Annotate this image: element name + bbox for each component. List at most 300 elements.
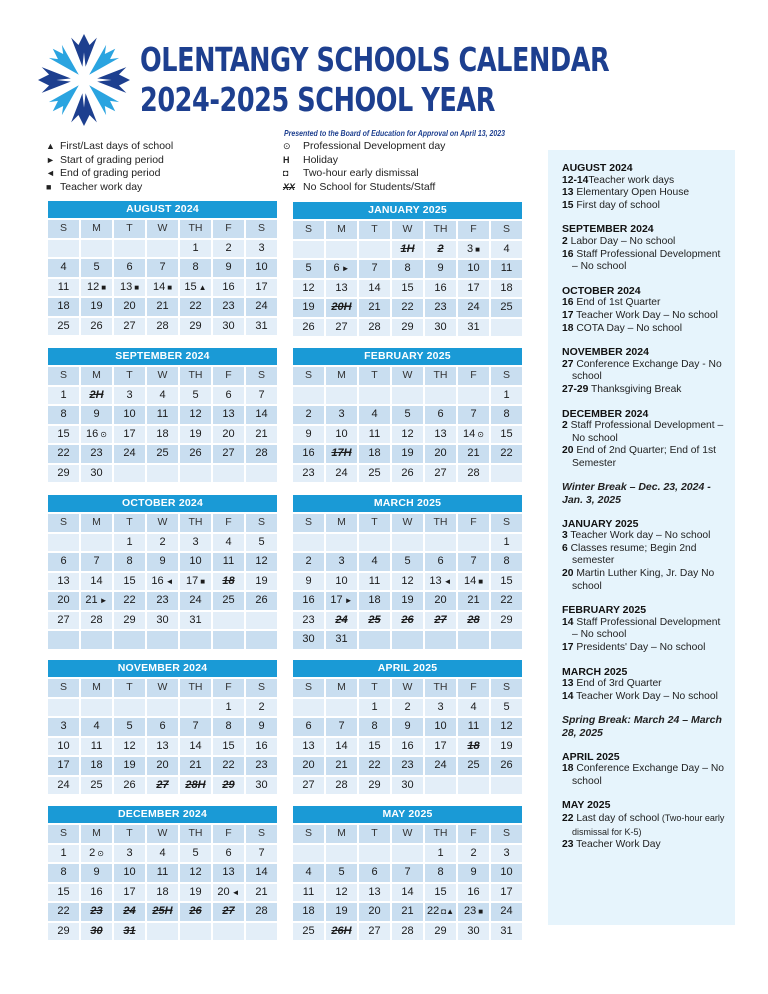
legend-item (283, 154, 445, 168)
empty-cell (425, 631, 456, 649)
weekday-header: S (293, 367, 324, 385)
weekday-header: T (359, 825, 390, 843)
day-cell (458, 573, 489, 591)
empty-cell (293, 241, 324, 259)
day-number: 2 (305, 408, 312, 420)
day-cell (48, 318, 79, 336)
day-cell (458, 864, 489, 882)
day-number: 19 (90, 300, 103, 312)
day-cell (246, 240, 277, 258)
weekday-header: S (246, 825, 277, 843)
empty-cell (359, 631, 390, 649)
day-cell (81, 884, 112, 902)
day-cell (114, 259, 145, 277)
day-cell (293, 757, 324, 775)
day-number: 19 (123, 759, 136, 771)
day-cell (458, 757, 489, 775)
day-number: 2 (470, 846, 477, 859)
day-number: 16 (401, 739, 414, 752)
day-number: 7 (371, 262, 378, 274)
day-number: 18 (90, 759, 103, 771)
weekday-header: S (491, 679, 522, 697)
month-grid (293, 679, 522, 794)
day-number: 8 (503, 408, 510, 420)
day-number: 4 (371, 555, 378, 567)
triangle-left-icon: ◄ (46, 168, 55, 178)
day-number: 29 (123, 613, 136, 626)
day-cell (48, 777, 79, 795)
weekday-header: T (114, 679, 145, 697)
notes-text: End of 1st Quarter (573, 297, 661, 309)
legend-label: End of grading period (60, 167, 161, 179)
day-number: 15 (434, 885, 447, 898)
day-number: 24 (57, 778, 70, 791)
day-cell (147, 903, 178, 921)
day-cell (147, 279, 178, 297)
day-number: 13 (119, 280, 133, 293)
day-cell (246, 757, 277, 775)
empty-cell (147, 699, 178, 717)
notes-section (562, 162, 725, 212)
day-cell (81, 757, 112, 775)
day-cell (425, 445, 456, 463)
day-number: 1 (60, 846, 67, 859)
notes-section (562, 408, 725, 471)
day-number: 1H (400, 242, 415, 255)
day-marker-icon: ► (341, 264, 350, 273)
day-number: 14 (401, 885, 414, 898)
hollow-square-icon: ◘ (283, 168, 289, 178)
day-cell (359, 699, 390, 717)
day-cell (326, 864, 357, 882)
day-cell (425, 738, 456, 756)
day-cell (458, 553, 489, 571)
day-cell (392, 738, 423, 756)
day-number: 20 (57, 594, 70, 606)
day-number: 27 (222, 447, 235, 459)
weekday-header: S (491, 221, 522, 239)
day-cell (180, 573, 211, 591)
empty-cell (246, 612, 277, 630)
day-number: 25 (500, 301, 513, 313)
day-number: 10 (123, 408, 136, 420)
day-cell (326, 884, 357, 902)
day-number: 17 (500, 885, 513, 898)
day-number: 19 (189, 885, 202, 898)
day-number: 10 (467, 262, 480, 274)
notes-text: Classes resume; Begin 2nd semester (567, 542, 697, 567)
notes-section (562, 751, 725, 789)
day-number: 28 (90, 613, 103, 626)
day-number: 22 (189, 300, 202, 312)
notes-item (562, 420, 725, 445)
day-cell (326, 592, 357, 610)
day-cell (359, 738, 390, 756)
day-number: 14 (152, 280, 166, 293)
day-cell (81, 612, 112, 630)
day-number: 22 (500, 594, 513, 606)
day-number: 5 (503, 700, 510, 713)
day-cell (81, 445, 112, 463)
day-number: 7 (470, 408, 477, 420)
day-number: 30 (401, 778, 414, 791)
day-number: 26 (255, 594, 268, 606)
day-number: 16 (434, 281, 447, 294)
day-cell (491, 534, 522, 552)
day-cell (180, 777, 211, 795)
day-cell (213, 757, 244, 775)
notes-month-heading: MARCH 2025 (562, 665, 628, 678)
day-number: 8 (503, 555, 510, 567)
day-number: 5 (338, 866, 345, 878)
day-cell (293, 299, 324, 317)
day-cell (425, 923, 456, 941)
day-number: 26 (302, 320, 315, 333)
day-number: 16 (302, 447, 315, 459)
day-cell (180, 738, 211, 756)
day-cell (326, 406, 357, 424)
day-number: 6 (225, 846, 232, 859)
empty-cell (213, 631, 244, 649)
notes-section (562, 285, 725, 335)
legend-item (46, 181, 173, 195)
notes-month-heading: SEPTEMBER 2024 (562, 223, 654, 236)
weekday-header: M (326, 367, 357, 385)
notes-date: 22 (562, 812, 574, 824)
day-cell (114, 845, 145, 863)
day-cell (147, 884, 178, 902)
empty-cell (392, 631, 423, 649)
day-number: 17 (255, 280, 268, 293)
day-number: 3 (338, 408, 345, 420)
weekday-header: W (392, 825, 423, 843)
day-marker-icon: ► (99, 596, 108, 605)
day-cell (48, 573, 79, 591)
day-cell (48, 279, 79, 297)
weekday-header: M (326, 679, 357, 697)
day-cell (246, 718, 277, 736)
day-number: 4 (159, 388, 166, 401)
day-cell (392, 592, 423, 610)
day-number: 23 (255, 759, 268, 771)
day-cell (458, 738, 489, 756)
day-number: 16 (255, 739, 268, 752)
empty-cell (392, 534, 423, 552)
day-number: 5 (192, 846, 199, 859)
day-number: 8 (60, 866, 67, 878)
day-cell (246, 279, 277, 297)
day-number: 8 (192, 261, 199, 273)
notes-month-heading: MAY 2025 (562, 799, 611, 812)
day-number: 25 (222, 594, 235, 606)
day-number: 23 (434, 301, 447, 313)
weekday-header: TH (180, 367, 211, 385)
day-cell (326, 573, 357, 591)
day-number: 13 (222, 866, 235, 878)
day-number: 23 (222, 300, 235, 312)
day-number: 11 (222, 555, 235, 567)
day-cell (425, 426, 456, 444)
day-number: 2 (258, 700, 265, 713)
empty-cell (114, 631, 145, 649)
empty-cell (359, 845, 390, 863)
day-cell (326, 299, 357, 317)
day-cell (48, 845, 79, 863)
day-cell (180, 279, 211, 297)
weekday-header: S (293, 514, 324, 532)
day-cell (458, 406, 489, 424)
day-cell (359, 299, 390, 317)
day-number: 22 (57, 905, 70, 917)
day-cell (180, 387, 211, 405)
day-number: 21 (255, 427, 268, 440)
weekday-header: F (458, 514, 489, 532)
day-number: 24 (123, 905, 136, 917)
day-cell (425, 845, 456, 863)
day-number: 24 (335, 466, 348, 479)
month-grid (293, 221, 522, 336)
weekday-header: S (293, 825, 324, 843)
approval-subtitle: Presented to the Board of Education for Approval on April 13, 2023 (284, 128, 506, 138)
day-number: 27 (123, 319, 136, 332)
day-number: 13 (335, 281, 348, 294)
day-number: 11 (368, 427, 381, 440)
day-number: 6 (437, 408, 444, 420)
day-cell (48, 923, 79, 941)
day-number: 18 (368, 594, 381, 606)
day-cell (359, 426, 390, 444)
day-number: 29 (401, 320, 414, 333)
day-cell (48, 738, 79, 756)
day-cell (392, 884, 423, 902)
weekday-header: F (213, 679, 244, 697)
notes-text: Elementary Open House (573, 187, 690, 199)
day-cell (180, 845, 211, 863)
day-number: 25 (57, 319, 70, 332)
day-cell (81, 318, 112, 336)
day-cell (114, 592, 145, 610)
day-cell (114, 777, 145, 795)
day-cell (213, 298, 244, 316)
day-cell (246, 445, 277, 463)
day-cell (392, 699, 423, 717)
empty-cell (458, 631, 489, 649)
legend-label: First/Last days of school (60, 140, 174, 152)
notes-item (562, 642, 725, 655)
day-cell (81, 718, 112, 736)
important-dates-panel (548, 150, 735, 925)
legend-left (46, 140, 173, 194)
holiday-h-icon: H (283, 154, 290, 165)
weekday-header: S (48, 367, 79, 385)
day-number: 21 (189, 759, 202, 771)
day-cell (491, 699, 522, 717)
day-cell (81, 923, 112, 941)
empty-cell (359, 241, 390, 259)
empty-cell (246, 631, 277, 649)
notes-month-heading: OCTOBER 2024 (562, 284, 641, 297)
day-number: 10 (335, 574, 348, 587)
day-cell (491, 241, 522, 259)
month-calendar (48, 806, 277, 940)
empty-cell (326, 387, 357, 405)
day-cell (246, 298, 277, 316)
day-number: 16 (222, 280, 235, 293)
day-number: 31 (255, 319, 268, 332)
day-number: 25 (368, 466, 381, 479)
day-number: 10 (255, 261, 268, 273)
day-number: 14 (255, 866, 268, 878)
day-marker-icon: ■ (478, 907, 484, 916)
empty-cell (425, 387, 456, 405)
notes-date: 17 (562, 309, 574, 321)
day-cell (213, 718, 244, 736)
day-number: 21 (401, 905, 414, 917)
day-number: 4 (60, 261, 67, 273)
weekday-header: W (392, 367, 423, 385)
empty-cell (458, 777, 489, 795)
notes-text: Presidents' Day – No school (573, 642, 706, 653)
day-number: 7 (338, 720, 345, 732)
notes-text: End of 3rd Quarter (573, 678, 662, 690)
day-cell (147, 777, 178, 795)
day-number: 18 (467, 739, 480, 752)
day-cell (213, 777, 244, 795)
day-cell (458, 241, 489, 259)
day-cell (147, 445, 178, 463)
day-cell (246, 777, 277, 795)
weekday-header: TH (180, 514, 211, 532)
day-number: 6 (225, 388, 232, 401)
notes-item (562, 678, 725, 691)
day-cell (147, 387, 178, 405)
day-cell (491, 426, 522, 444)
day-number: 16 (86, 427, 99, 440)
day-number: 21 (255, 885, 268, 898)
day-cell (392, 553, 423, 571)
day-number: 30 (255, 778, 268, 791)
day-number: 3 (467, 242, 474, 255)
day-number: 22 (401, 301, 414, 313)
notes-text: Conference Exchange Day – No school (572, 763, 725, 787)
day-cell (81, 903, 112, 921)
day-cell (147, 259, 178, 277)
legend-item (283, 167, 445, 181)
day-cell (213, 279, 244, 297)
day-number: 7 (93, 555, 100, 567)
day-cell (326, 260, 357, 278)
day-cell (491, 612, 522, 630)
empty-cell (425, 777, 456, 795)
triangle-up-icon: ▲ (46, 141, 55, 151)
weekday-header: TH (180, 679, 211, 697)
day-cell (246, 864, 277, 882)
day-number: 8 (126, 555, 133, 567)
day-number: 1 (60, 388, 67, 401)
day-cell (293, 573, 324, 591)
day-marker-icon: ◘▲ (441, 907, 454, 916)
day-cell (114, 279, 145, 297)
day-number: 19 (500, 739, 513, 752)
day-number: 19 (335, 905, 348, 917)
day-cell (425, 864, 456, 882)
empty-cell (180, 923, 211, 941)
day-number: 4 (93, 720, 100, 732)
day-cell (114, 903, 145, 921)
day-cell (425, 280, 456, 298)
month-header: AUGUST 2024 (48, 201, 277, 218)
day-cell (392, 406, 423, 424)
day-cell (246, 738, 277, 756)
day-number: 10 (500, 866, 513, 878)
weekday-header: F (213, 220, 244, 238)
day-cell (326, 718, 357, 736)
day-number: 20 (368, 905, 381, 917)
day-cell (293, 884, 324, 902)
day-cell (359, 612, 390, 630)
day-cell (491, 845, 522, 863)
day-cell (293, 864, 324, 882)
day-number: 22 (123, 594, 136, 606)
day-number: 20 (156, 759, 169, 771)
day-number: 12 (401, 427, 414, 440)
empty-cell (359, 534, 390, 552)
month-header: SEPTEMBER 2024 (48, 348, 277, 365)
day-number: 29 (57, 466, 70, 479)
day-number: 26 (90, 319, 103, 332)
filled-square-icon: ■ (46, 181, 52, 192)
day-marker-icon: ⊙ (100, 429, 107, 439)
day-cell (326, 777, 357, 795)
day-number: 3 (60, 720, 67, 732)
day-number: 10 (189, 555, 202, 567)
day-number: 15 (57, 885, 70, 898)
day-number: 30 (434, 320, 447, 333)
weekday-header: S (293, 221, 324, 239)
day-cell (458, 718, 489, 736)
weekday-header: S (293, 679, 324, 697)
day-marker-icon: ◄ (231, 887, 240, 897)
day-number: 13 (302, 739, 315, 752)
day-number: 18 (222, 574, 235, 587)
notes-item (562, 691, 725, 704)
day-number: 3 (192, 535, 199, 548)
day-number: 2 (404, 700, 411, 713)
day-cell (392, 241, 423, 259)
notes-text: Teacher work days (588, 174, 675, 186)
day-number: 30 (90, 466, 103, 479)
day-number: 7 (192, 720, 199, 732)
month-header: APRIL 2025 (293, 660, 522, 677)
day-number: 27 (57, 613, 70, 626)
empty-cell (326, 534, 357, 552)
day-cell (114, 553, 145, 571)
notes-date: 23 (562, 839, 574, 851)
month-grid (48, 679, 277, 794)
weekday-header: T (114, 367, 145, 385)
day-number: 12 (255, 555, 268, 567)
day-number: 28 (255, 905, 268, 917)
day-number: 19 (401, 447, 414, 459)
day-cell (491, 757, 522, 775)
empty-cell (114, 699, 145, 717)
day-number: 25 (368, 613, 381, 626)
day-cell (81, 553, 112, 571)
day-cell (114, 864, 145, 882)
day-number: 5 (404, 408, 411, 420)
empty-cell (114, 465, 145, 483)
day-number: 13 (57, 574, 70, 587)
